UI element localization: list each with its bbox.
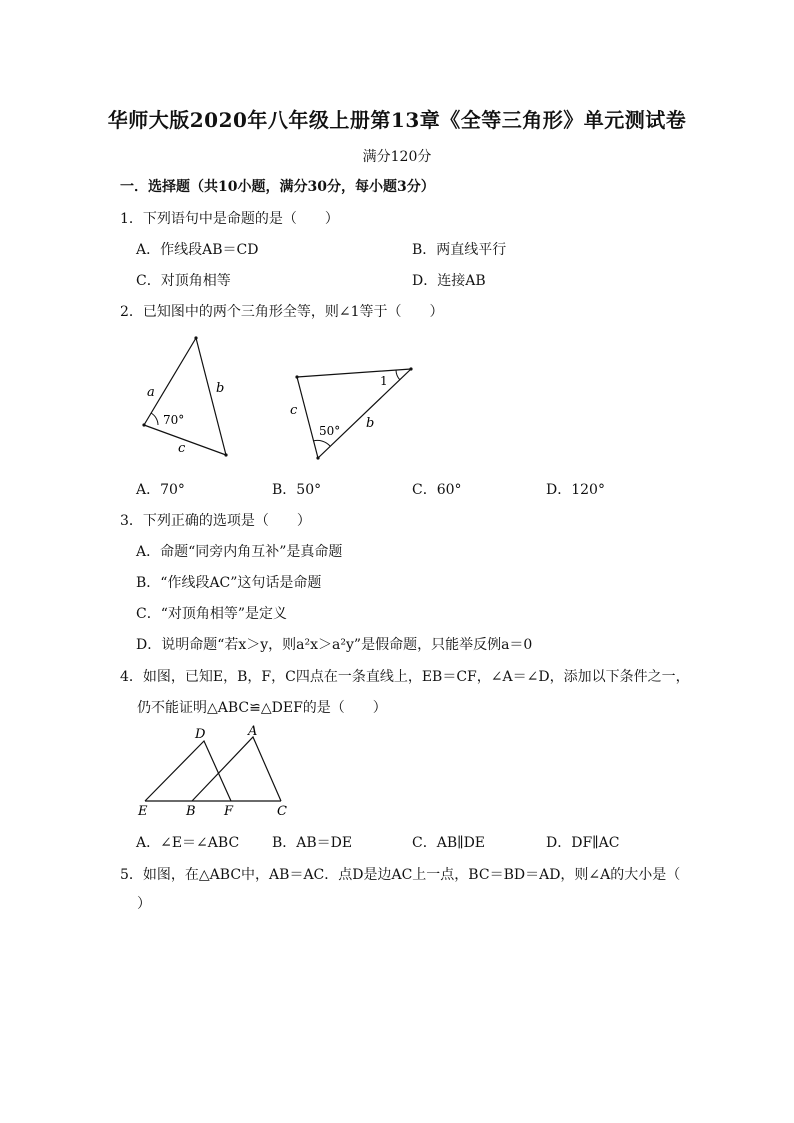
question-4-text-line2: 仍不能证明△ABC≌△DEF的是（ ） <box>137 700 387 716</box>
tri2-side-c: c <box>290 403 298 418</box>
q2-triangles-figure <box>130 330 430 465</box>
question-1-text: 1．下列语句中是命题的是（ ） <box>120 211 339 227</box>
tri2-side-b: b <box>366 416 375 431</box>
question-5-text-line1: 5．如图，在△ABC中，AB＝AC．点D是边AC上一点，BC＝BD＝AD，则∠A的大小是（ <box>120 867 681 883</box>
tri2-angle: 50° <box>319 424 341 438</box>
q4-option-a: A．∠E＝∠ABC <box>136 835 240 851</box>
q4-option-b: B．AB＝DE <box>272 835 353 851</box>
q4-triangle-def <box>145 741 231 801</box>
page-subtitle: 满分120分 <box>362 149 432 165</box>
q3-option-a: A．命题“同旁内角互补”是真命题 <box>136 544 343 560</box>
q2-option-c: C．60° <box>412 482 462 498</box>
question-5-text-line2: ） <box>137 896 151 912</box>
question-2-text: 2．已知图中的两个三角形全等，则∠1等于（ ） <box>120 304 444 320</box>
q2-option-a: A．70° <box>136 482 185 498</box>
q3-option-c: C．“对顶角相等”是定义 <box>136 606 288 622</box>
q2-option-d: D．120° <box>546 482 605 498</box>
q1-option-c: C．对顶角相等 <box>136 273 231 289</box>
q2-option-b: B．50° <box>272 482 322 498</box>
point-a-label: A <box>248 724 258 739</box>
question-3-text: 3．下列正确的选项是（ ） <box>120 513 311 529</box>
q3-option-b: B．“作线段AC”这句话是命题 <box>136 575 322 591</box>
q4-option-d: D．DF∥AC <box>546 835 620 851</box>
q4-triangles-figure <box>130 722 305 822</box>
section-heading: 一．选择题（共10小题，满分30分，每小题3分） <box>120 179 435 195</box>
page-title: 华师大版2020年八年级上册第13章《全等三角形》单元测试卷 <box>107 108 687 132</box>
q4-option-c: C．AB∥DE <box>412 835 486 851</box>
tri1-side-a: a <box>147 385 155 400</box>
tri1-side-b: b <box>216 381 225 396</box>
point-d-label: D <box>195 727 206 742</box>
q2-triangle-2 <box>297 369 411 458</box>
tri1-angle: 70° <box>163 413 185 427</box>
point-c-label: C <box>277 804 287 819</box>
q3-option-d: D．说明命题“若x＞y，则a²x＞a²y”是假命题，只能举反例a＝0 <box>136 637 533 653</box>
point-b-label: B <box>186 804 196 819</box>
q4-triangle-abc <box>192 737 281 801</box>
point-f-label: F <box>224 804 234 819</box>
question-4-text-line1: 4．如图，已知E，B，F，C四点在一条直线上，EB＝CF，∠A＝∠D，添加以下条件之一， <box>120 669 690 685</box>
tri2-angle-mark: 1 <box>380 374 388 388</box>
q1-option-b: B．两直线平行 <box>412 242 507 258</box>
tri1-side-c: c <box>178 441 186 456</box>
q1-option-a: A．作线段AB＝CD <box>136 242 259 258</box>
q2-triangle-1 <box>144 338 226 455</box>
q1-option-d: D．连接AB <box>412 273 486 289</box>
point-e-label: E <box>138 804 148 819</box>
